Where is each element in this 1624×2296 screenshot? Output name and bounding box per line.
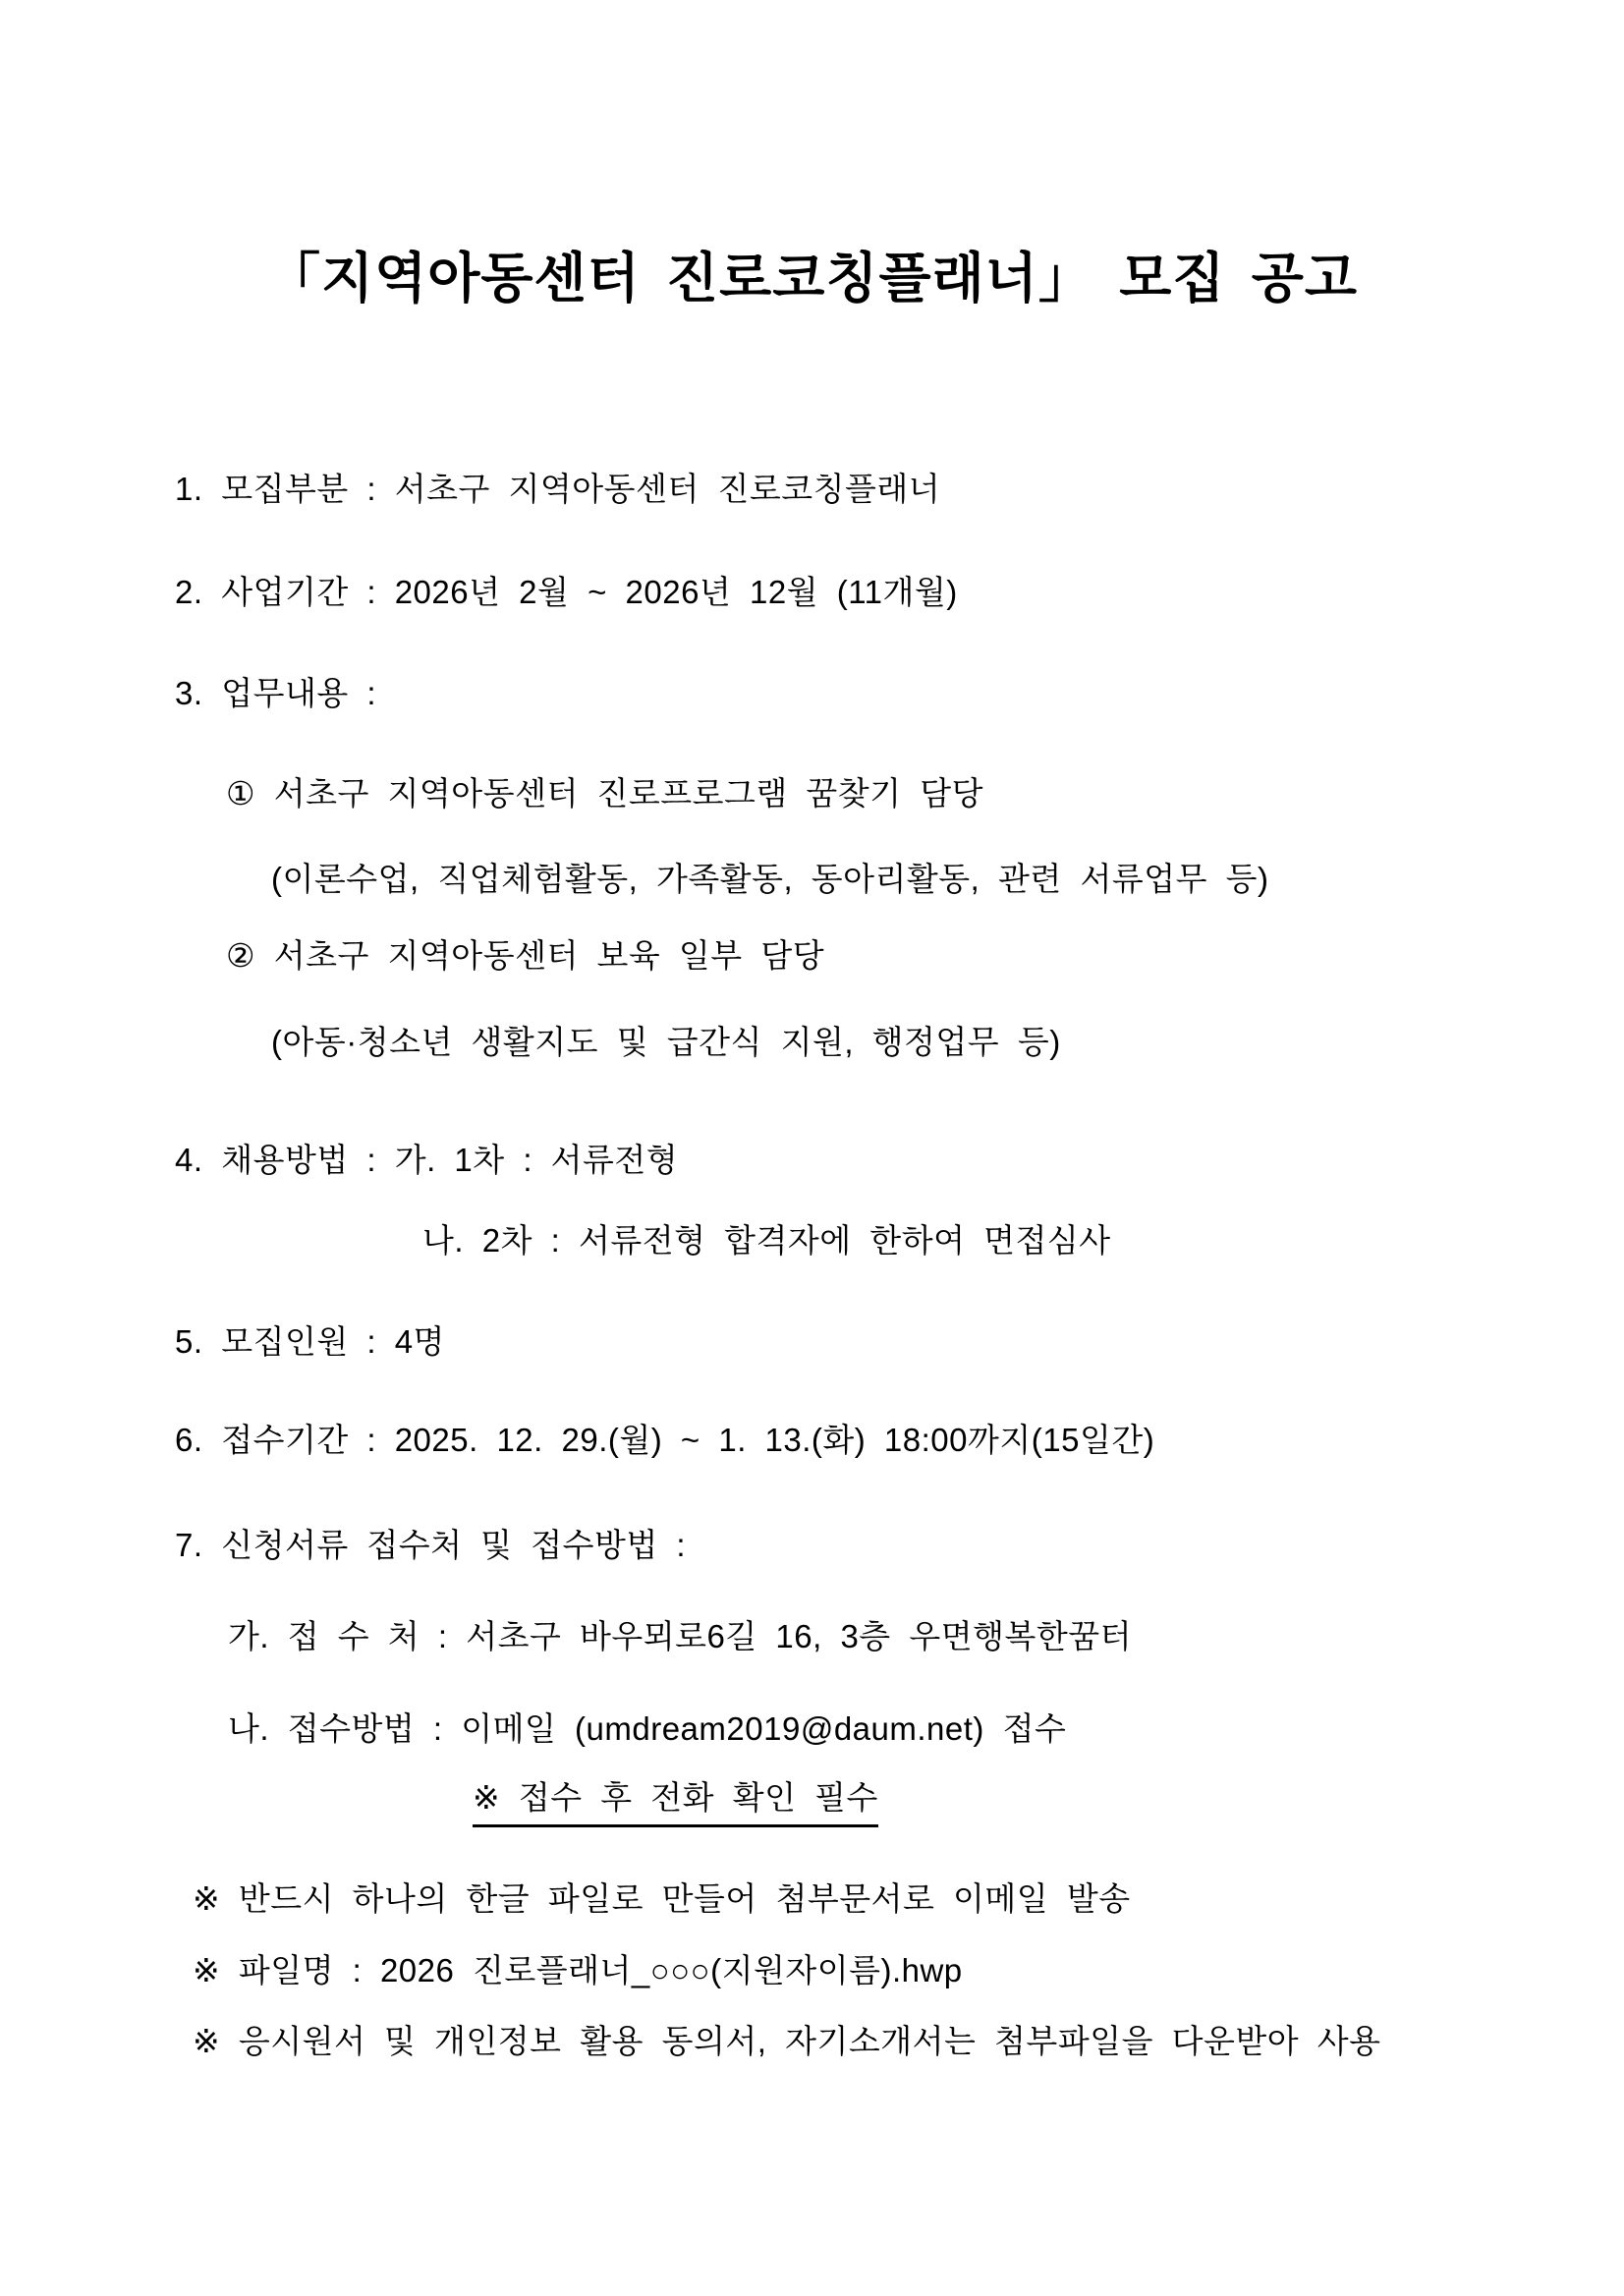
attachment-note-line: ※ 응시원서 및 개인정보 활용 동의서, 자기소개서는 첨부파일을 다운받아 사용 (193, 2022, 1381, 2059)
duty-1-detail-line: (이론수업, 직업체험활동, 가족활동, 동아리활동, 관련 서류업무 등) (271, 860, 1269, 897)
application-period-line: 6. 접수기간 : 2025. 12. 29.(월) ~ 1. 13.(화) 18:00까지(15일간) (175, 1421, 1155, 1458)
duty-1-line: ① 서초구 지역아동센터 진로프로그램 꿈찾기 담당 (226, 774, 983, 812)
page-title: 「지역아동센터 진로코칭플래너」 모집 공고 (265, 248, 1359, 308)
hiring-method-2nd-line: 나. 2차 : 서류전형 합격자에 한하여 면접심사 (422, 1221, 1111, 1259)
hiring-method-line: 4. 채용방법 : 가. 1차 : 서류전형 (175, 1141, 679, 1178)
phone-confirm-note-line (473, 1778, 1624, 1827)
project-period-line: 2. 사업기간 : 2026년 2월 ~ 2026년 12월 (11개월) (175, 573, 958, 610)
duty-2-line: ② 서초구 지역아동센터 보육 일부 담당 (226, 936, 825, 974)
duty-2-detail-line: (아동·청소년 생활지도 및 급간식 지원, 행정업무 등) (271, 1023, 1061, 1060)
application-method-heading-line: 7. 신청서류 접수처 및 접수방법 : (175, 1526, 687, 1563)
application-address-line: 가. 접 수 처 : 서초구 바우뫼로6길 16, 3층 우면행복한꿈터 (228, 1617, 1132, 1654)
headcount-line: 5. 모집인원 : 4명 (175, 1322, 445, 1360)
phone-confirm-note-text: ※ 접수 후 전화 확인 필수 (473, 1778, 878, 1827)
filename-note-line: ※ 파일명 : 2026 진로플래너_○○○(지원자이름).hwp (193, 1951, 963, 1988)
application-email-line: 나. 접수방법 : 이메일 (umdream2019@daum.net) 접수 (228, 1709, 1067, 1747)
duties-heading-line: 3. 업무내용 : (175, 674, 377, 711)
recruit-field-line: 1. 모집부분 : 서초구 지역아동센터 진로코칭플래너 (175, 470, 941, 507)
hwp-file-note-line: ※ 반드시 하나의 한글 파일로 만들어 첨부문서로 이메일 발송 (193, 1879, 1131, 1917)
